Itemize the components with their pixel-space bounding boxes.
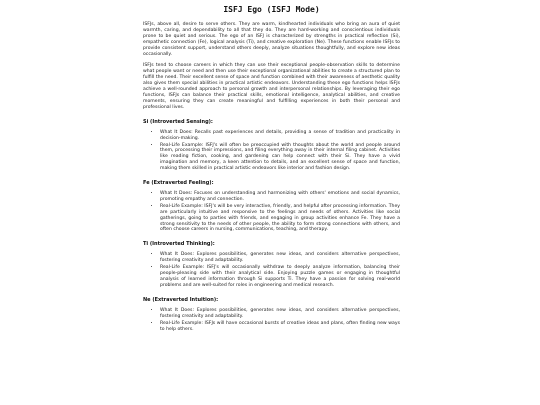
section-list-ne (143, 308, 400, 333)
page-title: ISFJ Ego (ISFJ Mode) (223, 5, 320, 14)
section-list-fe (143, 191, 400, 233)
intro-paragraph: ISFJs, above all, desire to serve others. They are warm, kindhearted individuals who bring an aura of quiet warmth, caring, and dependability to all that they do. They are hard-working and conscientious individuals prone to be quiet and serious. The ego of an ISFJ is characterized by strengths in practical reflection (Si), empathetic connection (Fe), logical analysis (Ti), and creative exploration (Ne). These functions enable ISFJs to provide consistent support, understand others deeply, analyze situations thoughtfully, and explore new ideas occasionally. (143, 22, 400, 57)
list-item: • What It Does: Explores possibilities, generates new ideas, and considers alternative perspectives, fostering creativity and adaptability. (160, 308, 400, 320)
list-item: • Real-Life Example: ISFJ's will be very interactive, friendly, and helpful after processing information. They are particularly intuitive and responsive to the feelings and needs of others. Activities like social gatherings, going to parties with friends, and engaging in group activities enhance Fe. They have a strong sensitivity to the needs of other people, the ability to form strong connections with others, and often choose careers in nursing, communications, teaching, and therapy. (160, 204, 400, 234)
list-item: • Real-Life Example: ISFJs will have occasional bursts of creative ideas and plans, often finding new ways to help others. (160, 321, 400, 333)
list-item: • What It Does: Recalls past experiences and details, providing a sense of tradition and practicality in decision-making. (160, 130, 400, 142)
section-heading-ne: Ne (Extraverted Intuition): (143, 296, 219, 303)
article (143, 5, 400, 336)
list-item: • Real-Life Example: ISFJ's will occasionally withdraw to deeply analyze information, balancing their people-pleasing side with their analytical side. Enjoying puzzle games or engaging in thoughtful analysis of learned information through Si supports Ti. They have a passion for solving real-world problems and are well-suited for roles in engineering and medical research. (160, 265, 400, 289)
section-heading-fe: Fe (Extraverted Feeling): (143, 180, 214, 187)
list-item: • Real-Life Example: ISFJ's will often be preoccupied with thoughts about the world and people around them, processing their impressions, and filing everything away in their internal filing cabinet. Activities like reading fiction, cooking, and gardening can help connect with their Si. They have a vivid imagination and memory, a keen attention to details, and an excellent sense of space and function, making them skilled in practical artistic endeavors like interior and fashion design. (160, 143, 400, 173)
section-list-ti (143, 252, 400, 288)
list-item: • What It Does: Explores possibilities, generates new ideas, and considers alternative perspectives, fostering creativity and adaptability. (160, 252, 400, 264)
intro-paragraph: ISFJs tend to choose careers in which they can use their exceptional people-observation skills to determine what people want or need and then use their exceptional organizational abilities to create a structured plan to fulfill the need. Their excellent sense of space and function combined with their awareness of aesthetic quality also gives them special abilities in practical artistic endeavors. Understanding these ego functions helps ISFJs achieve a well-rounded approach to personal growth and interpersonal relationships. By leveraging their ego functions, ISFJs can balance their practical skills, emotional intelligence, analytical abilities, and creative moments, ensuring they can create meaningful and fulfilling experiences in both their personal and professional lives. (143, 63, 400, 110)
section-heading-ti: Ti (Introverted Thinking): (143, 241, 215, 248)
section-heading-si: Si (Introverted Sensing): (143, 118, 213, 125)
list-item: • What It Does: Focuses on understanding and harmonizing with others' emotions and social dynamics, promoting empathy and connection. (160, 191, 400, 203)
section-list-si (143, 130, 400, 172)
